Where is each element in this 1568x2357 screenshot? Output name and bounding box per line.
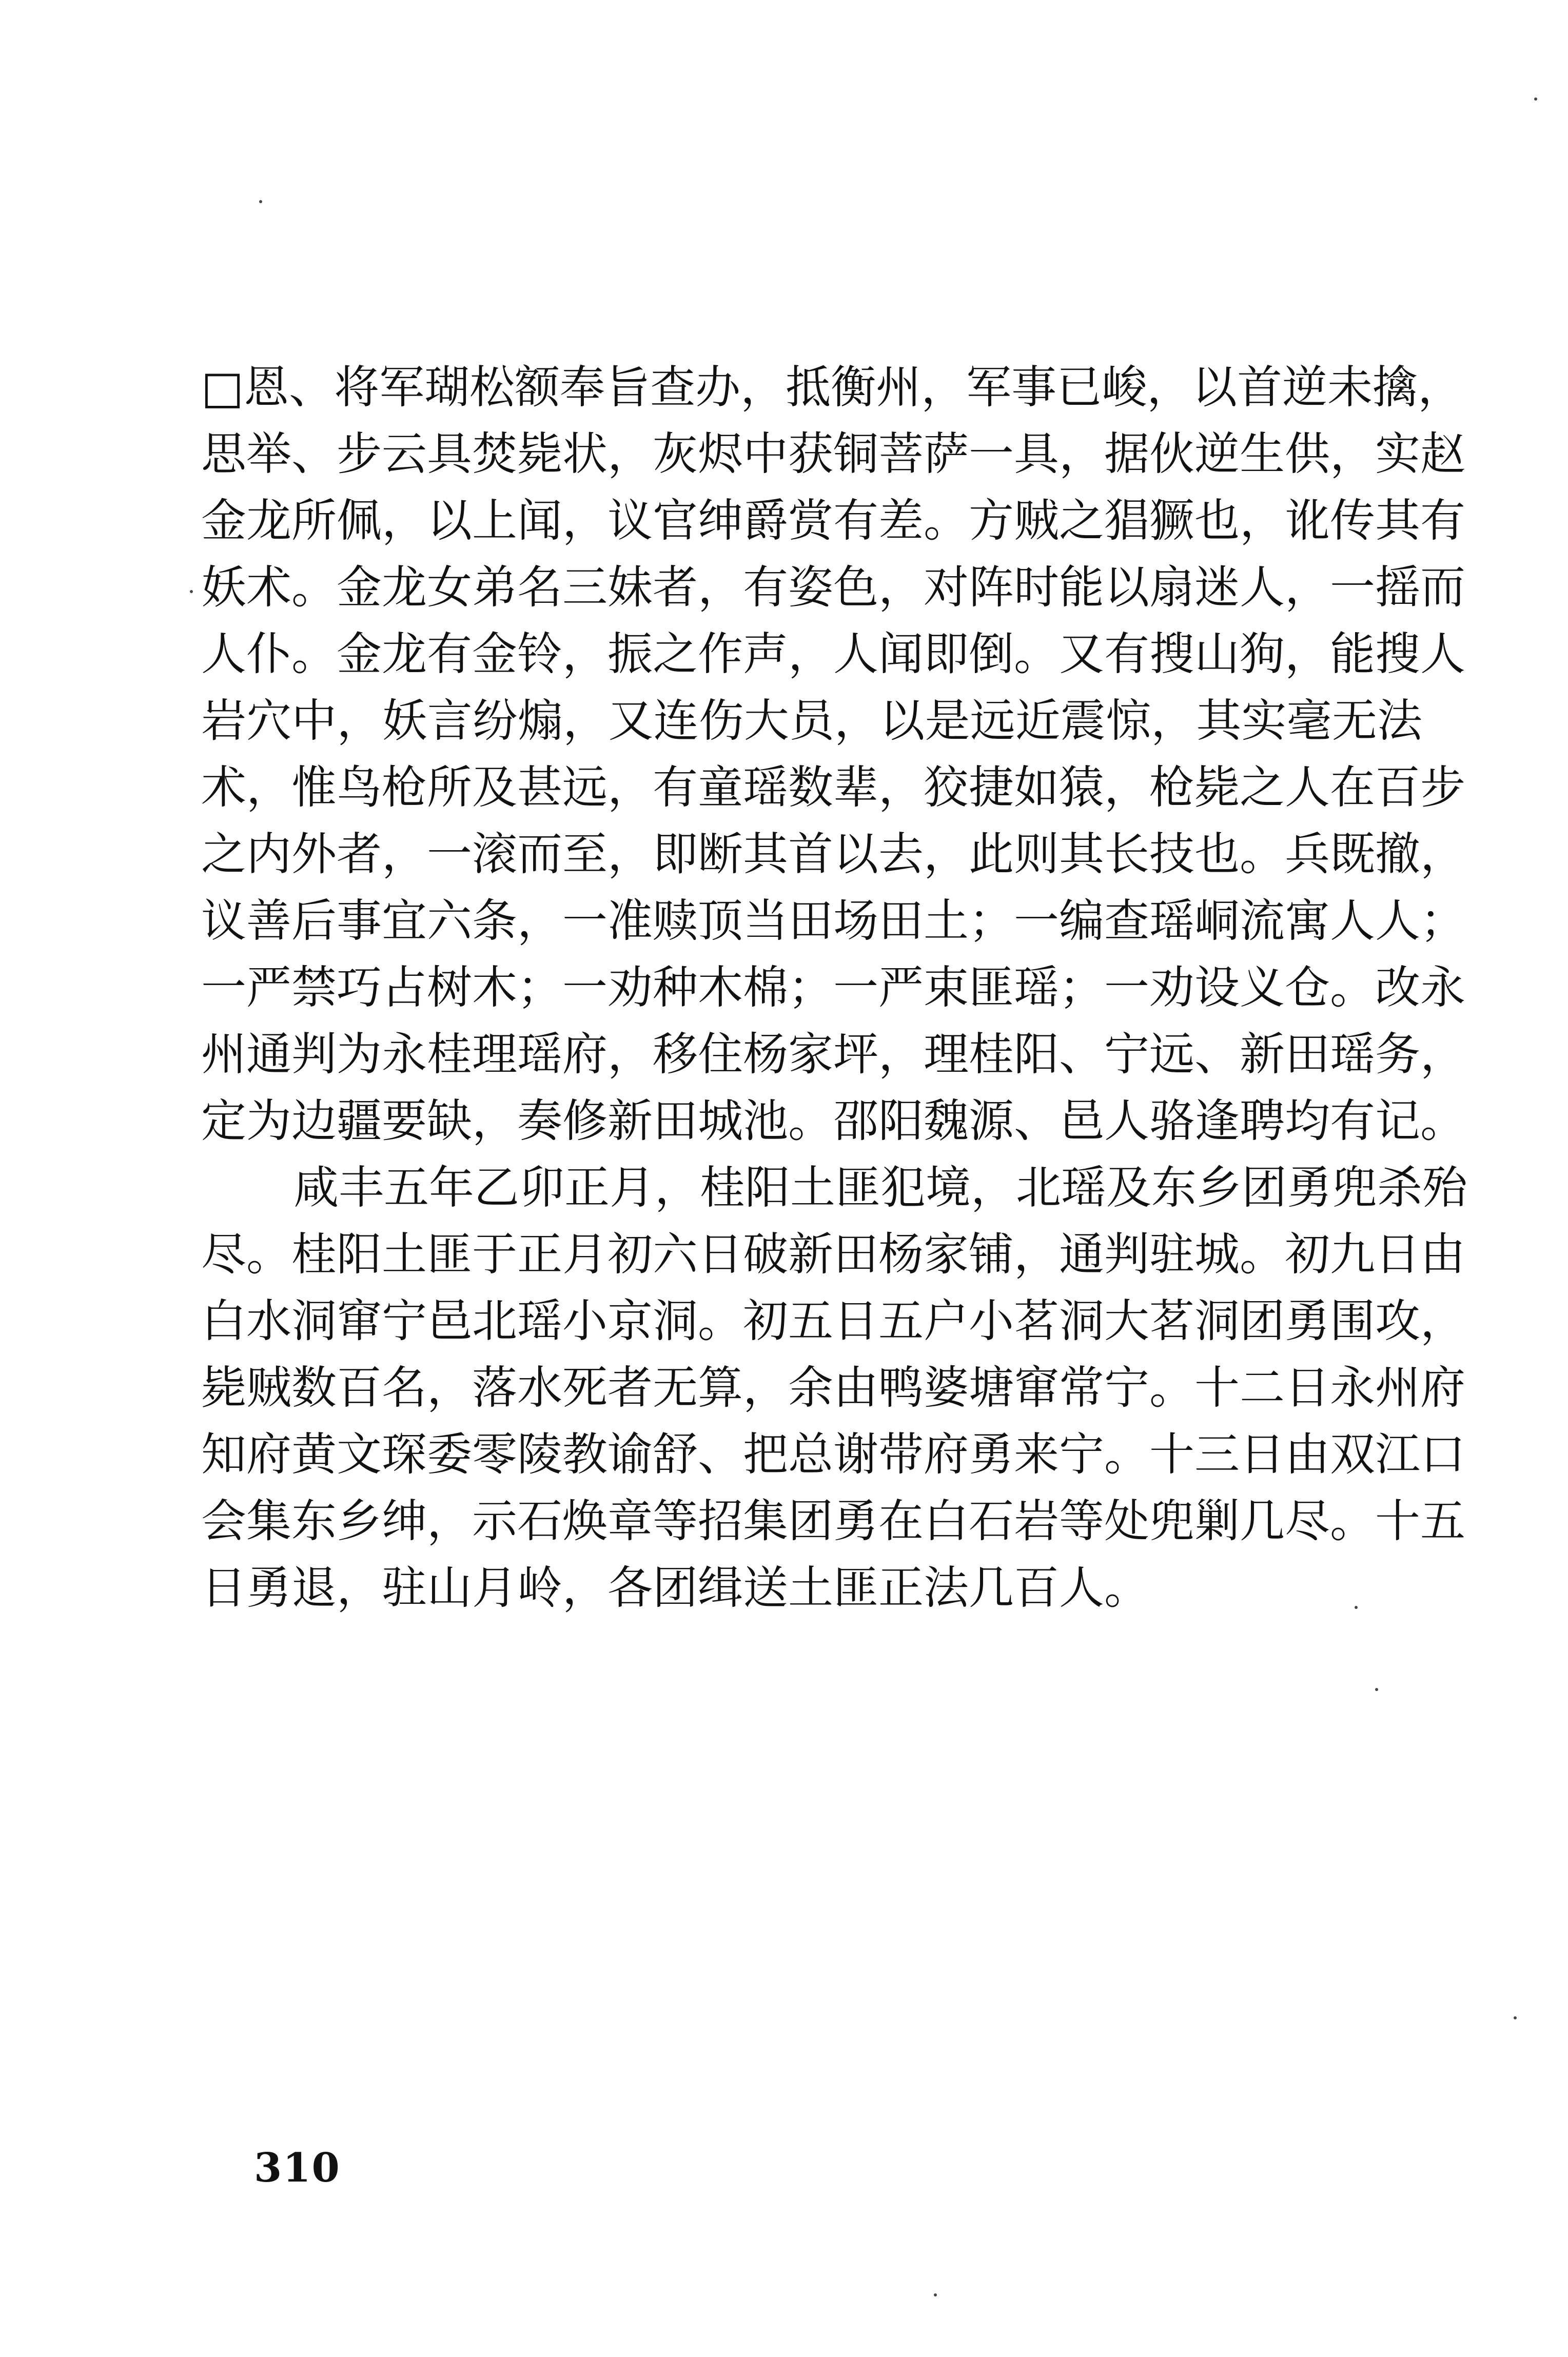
text-line: 人仆。金龙有金铃，振之作声，人闻即倒。又有搜山狗，能搜人 <box>201 627 1466 680</box>
scan-speck <box>934 2293 937 2296</box>
text-line: 白水洞窜宁邑北瑶小京洞。初五日五户小茗洞大茗洞团勇围攻， <box>201 1294 1466 1347</box>
text-line: 日勇退，驻山月岭，各团缉送土匪正法几百人。 <box>201 1561 1150 1614</box>
scan-speck <box>1375 1688 1378 1691</box>
text-line: 一严禁巧占树木；一劝种木棉；一严束匪瑶；一劝设义仓。改永 <box>201 961 1466 1014</box>
text-line: 定为边疆要缺，奏修新田城池。邵阳魏源、邑人骆逢聘均有记。 <box>201 1094 1466 1147</box>
body-text <box>201 354 1468 1621</box>
text-line: 毙贼数百名，落水死者无算，余由鸭婆塘窜常宁。十二日永州府 <box>201 1361 1466 1414</box>
text-line: 议善后事宜六条，一准赎顶当田场田土；一编查瑶峒流寓人人； <box>201 894 1466 947</box>
text-line: □恩、将军瑚松额奉旨查办，抵衡州，军事已峻，以首逆未擒， <box>201 361 1463 414</box>
paragraph-first-line: 咸丰五年乙卯正月，桂阳土匪犯境，北瑶及东乡团勇兜杀殆 <box>293 1161 1468 1214</box>
text-line: 尽。桂阳土匪于正月初六日破新田杨家铺，通判驻城。初九日由 <box>201 1228 1466 1281</box>
text-line: 金龙所佩，以上闻，议官绅爵赏有差。方贼之猖獗也，讹传其有 <box>201 494 1466 547</box>
scan-speck <box>190 590 193 593</box>
scan-speck <box>1355 1606 1358 1609</box>
scan-speck <box>1534 97 1537 101</box>
text-line: 妖术。金龙女弟名三妹者，有姿色，对阵时能以扇迷人，一摇而 <box>201 561 1466 614</box>
page-number: 310 <box>254 2145 341 2191</box>
text-line: 术，惟鸟枪所及甚远，有童瑶数辈，狡捷如猿，枪毙之人在百步 <box>201 761 1466 814</box>
text-line: 会集东乡绅，示石焕章等招集团勇在白石岩等处兜剿几尽。十五 <box>201 1495 1466 1547</box>
text-line: 岩穴中，妖言纷煽，又连伤大员，以是远近震惊，其实毫无法 <box>201 694 1422 747</box>
scan-speck <box>1514 2016 1517 2019</box>
text-line: 州通判为永桂理瑶府，移住杨家坪，理桂阳、宁远、新田瑶务， <box>201 1028 1466 1081</box>
text-line: 之内外者，一滚而至，即断其首以去，此则其长技也。兵既撤， <box>201 828 1466 880</box>
text-line: 知府黄文琛委零陵教谕舒、把总谢带府勇来宁。十三日由双江口 <box>201 1428 1466 1481</box>
text-line: 思举、步云具焚毙状，灰烬中获铜菩萨一具，据伙逆生供，实赵 <box>201 427 1466 480</box>
scan-speck <box>259 200 262 203</box>
